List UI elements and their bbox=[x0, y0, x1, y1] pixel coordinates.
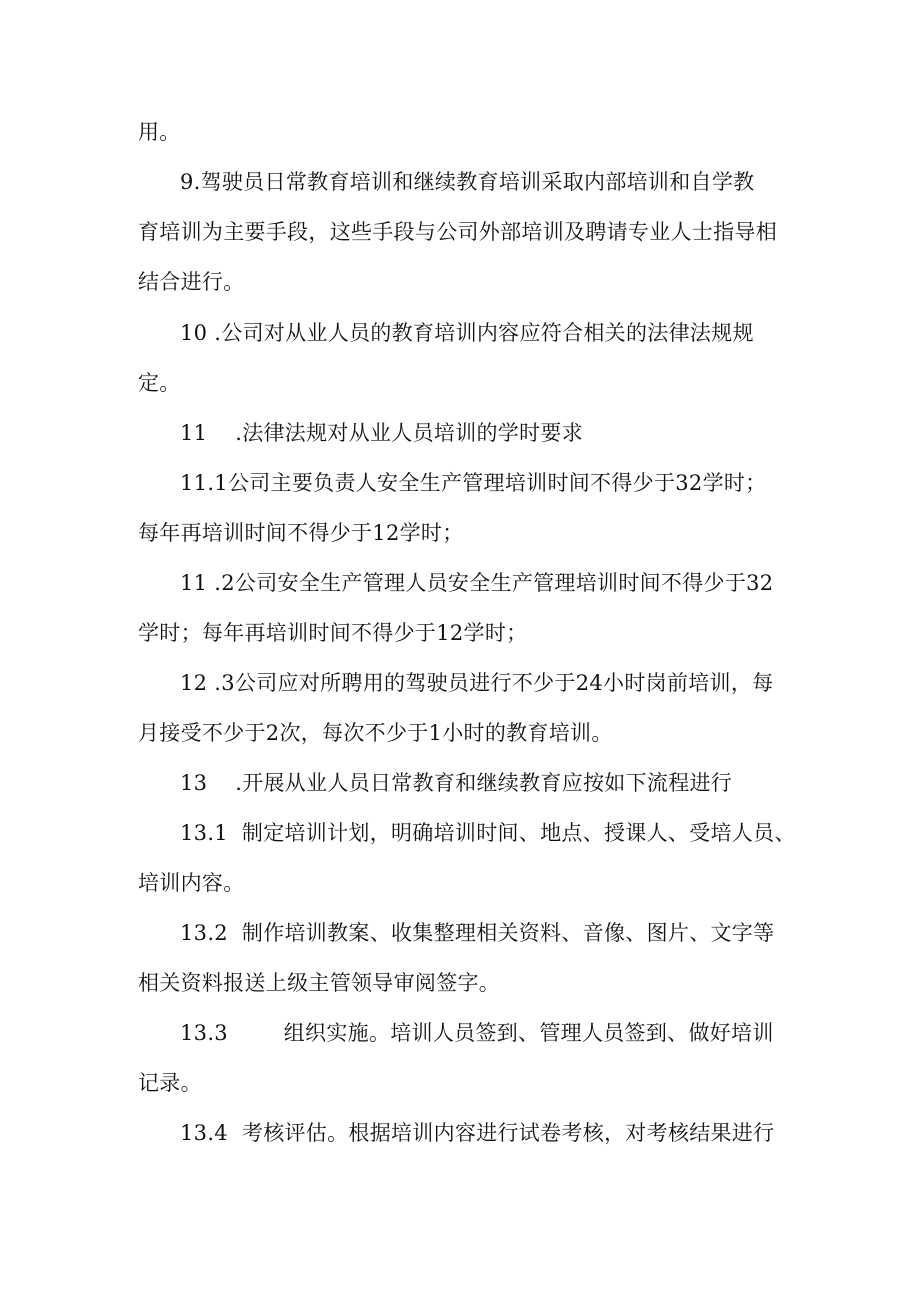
text-line: 10 .公司对从业人员的教育培训内容应符合相关的法律法规规 bbox=[180, 321, 754, 345]
text-line: 记录。 bbox=[138, 1071, 202, 1095]
text-line: 13.4 考核评估。根据培训内容进行试卷考核，对考核结果进行 bbox=[180, 1121, 775, 1145]
text-line: 13.3 组织实施。培训人员签到、管理人员签到、做好培训 bbox=[180, 1021, 774, 1045]
text-line: 13.1 制定培训计划，明确培训时间、地点、授课人、受培人员、 bbox=[180, 821, 796, 845]
text-line: 13 .开展从业人员日常教育和继续教育应按如下流程进行 bbox=[180, 771, 733, 795]
text-line: 月接受不少于2次，每次不少于1小时的教育培训。 bbox=[138, 721, 613, 745]
text-line: 结合进行。 bbox=[138, 270, 245, 294]
text-line: 相关资料报送上级主管领导审阅签字。 bbox=[138, 971, 501, 995]
text-line: 用。 bbox=[138, 120, 181, 144]
text-line: 定。 bbox=[138, 371, 181, 395]
text-line: 11 .法律法规对从业人员培训的学时要求 bbox=[180, 421, 583, 445]
text-line: 育培训为主要手段，这些手段与公司外部培训及聘请专业人士指导相 bbox=[138, 220, 777, 244]
text-line: 培训内容。 bbox=[138, 871, 245, 895]
text-line: 11 .2公司安全生产管理人员安全生产管理培训时间不得少于32 bbox=[180, 571, 774, 595]
text-line: 11.1公司主要负责人安全生产管理培训时间不得少于32学时； bbox=[180, 471, 767, 495]
text-line: 9.驾驶员日常教育培训和继续教育培训采取内部培训和自学教 bbox=[180, 170, 755, 194]
text-line: 每年再培训时间不得少于12学时； bbox=[138, 521, 464, 545]
text-line: 学时；每年再培训时间不得少于12学时； bbox=[138, 621, 528, 645]
text-line: 12 .3公司应对所聘用的驾驶员进行不少于24小时岗前培训，每 bbox=[180, 671, 774, 695]
text-line: 13.2 制作培训教案、收集整理相关资料、音像、图片、文字等 bbox=[180, 921, 775, 945]
